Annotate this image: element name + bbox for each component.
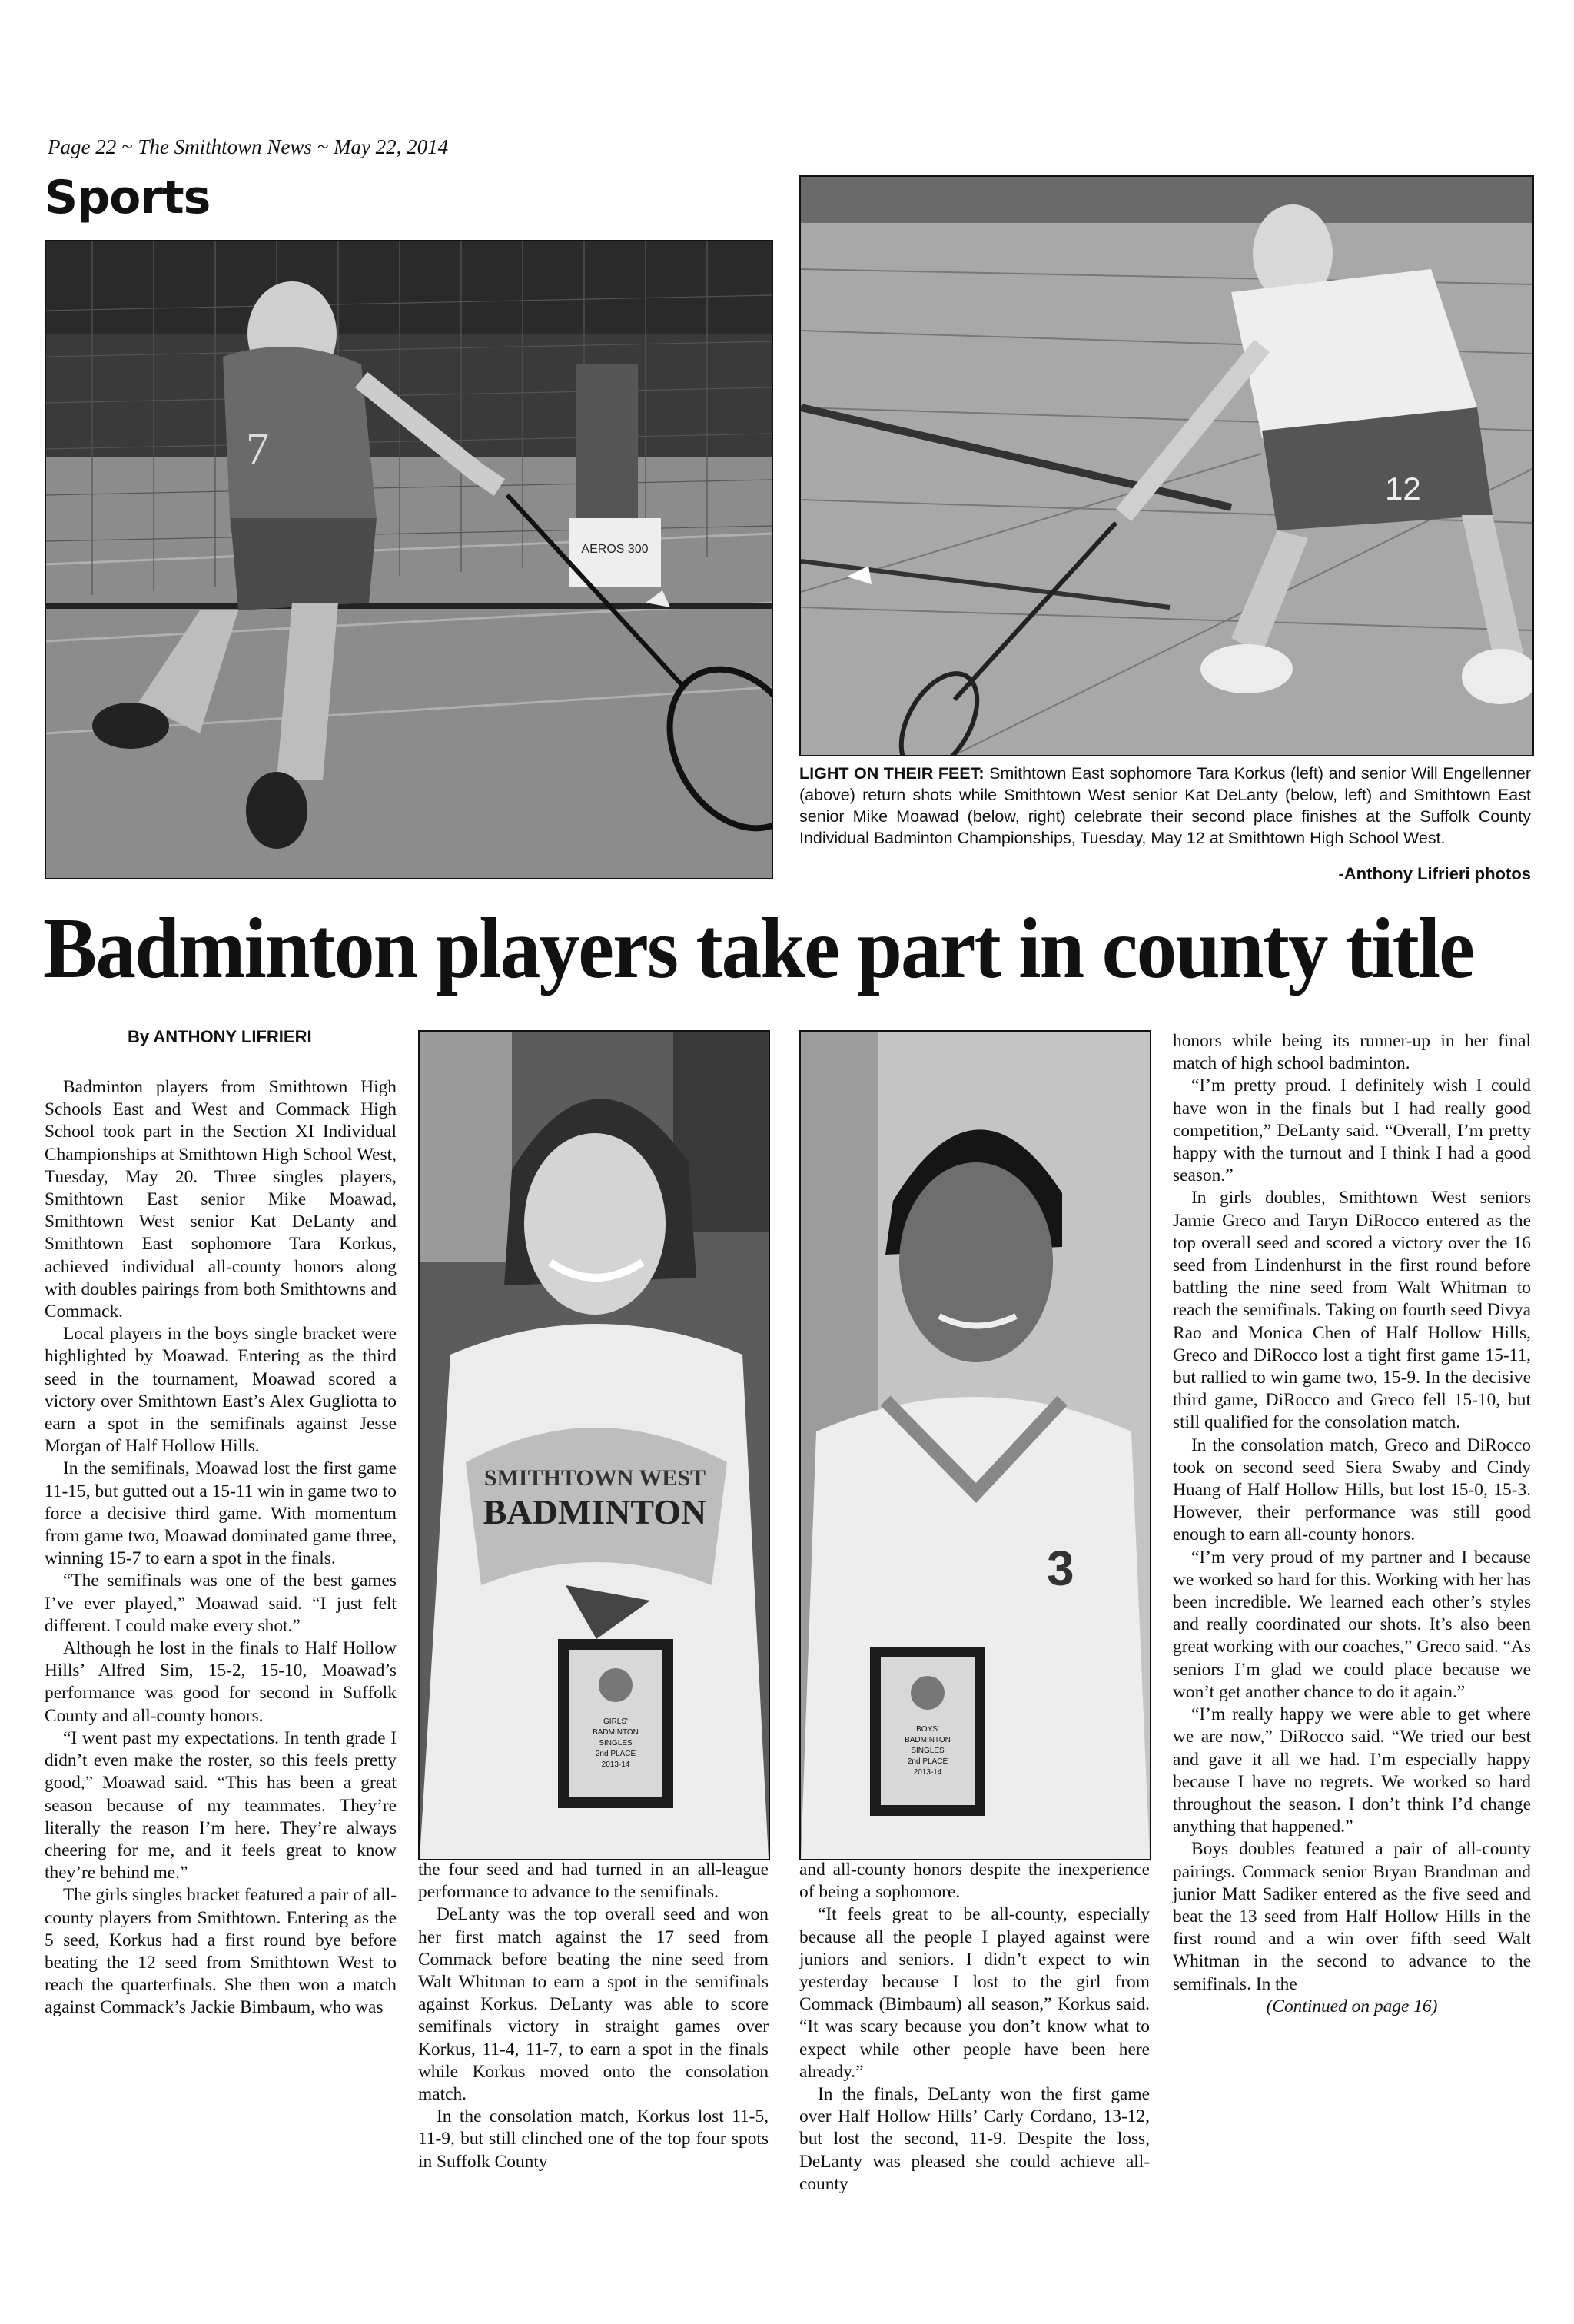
- caption-text: Smithtown East sophomore Tara Korkus (left) and senior Will Engellenner (above) return shots while Smithtown West senior Kat DeLanty (below, left) and Smithtown East senior Mike Moawad (below, right) celebrate their second place finishes at the Suffolk County Individual Badminton Championships, Tuesday, May 12 at Smithtown High School West.: [799, 764, 1531, 847]
- paragraph: Local players in the boys single bracket were highlighted by Moawad. Entering as the third seed in the tournament, Moawad scored a victory over Smithtown East’s Alex Gugliotta to earn a spot in the semifinals against Jesse Morgan of Half Hollow Hills.: [45, 1324, 397, 1457]
- paragraph: “I’m really happy we were able to get where we are now,” DiRocco said. “We tried our best and gave it all we had. I’m especially happy because I have no regrets. We worked so hard throughout the season. I don’t think I’d change anything that happened.”: [1173, 1704, 1531, 1837]
- jersey-number-left: 7: [246, 424, 269, 474]
- paragraph: The girls singles bracket featured a pair of all-county players from Smithtown. Entering as the 5 seed, Korkus had a first round bye before beating the 12 seed from Smithtown West to reach the quarterfinals. She then won a match against Commack’s Jackie Bimbaum, who was: [45, 1885, 397, 2018]
- section-title: Sports: [45, 171, 211, 224]
- photo-credit: -Anthony Lifrieri photos: [1338, 864, 1531, 883]
- svg-text:AEROS 300: AEROS 300: [581, 543, 649, 556]
- plaque-boys-l1: BOYS': [916, 1725, 939, 1734]
- paragraph: “The semifinals was one of the best games I’ve ever played,” Moawad said. “I just felt different. I could make every shot.”: [45, 1571, 397, 1636]
- article-column-1: [45, 1076, 397, 2020]
- byline: By ANTHONY LIFRIERI: [128, 1027, 312, 1046]
- headline: Badminton players take part in county title: [43, 901, 1474, 996]
- paragraph: “I’m very proud of my partner and I because we worked so hard for this. Working with her has been incredible. We learned each other’s styles and really coordinated our shots. It’s also been great working with our coaches,” Greco said. “As seniors I’m glad we could place because we won’t get another chance to do it again.”: [1173, 1547, 1531, 1702]
- photo-korkus: [45, 240, 773, 879]
- shirt-text-1: SMITHTOWN WEST: [483, 1465, 706, 1491]
- paragraph: “It feels great to be all-county, especially because all the people I played against were juniors and seniors. I didn’t expect to win yesterday because I lost to the girl from Commack (Bimbaum) all season,” Korkus said. “It was scary because you don’t know what to expect while other people have been here already.”: [799, 1904, 1150, 2082]
- plaque-boys-l2: BADMINTON: [905, 1736, 951, 1744]
- plaque-boys-l3: SINGLES: [911, 1747, 945, 1755]
- paragraph: In the consolation match, Greco and DiRocco took on second seed Siera Swaby and Cindy Huang of Half Hollow Hills, but lost 15-0, 15-3. However, their performance was still good enough to earn all-county honors.: [1173, 1435, 1531, 1545]
- photo-delanty: [418, 1030, 770, 1860]
- paragraph: In the finals, DeLanty won the first game over Half Hollow Hills’ Carly Cordano, 13-12, but lost the second, 11-9. Despite the loss, DeLanty was pleased she could achieve all-county: [799, 2084, 1150, 2194]
- paragraph: Boys doubles featured a pair of all-county pairings. Commack senior Bryan Brandman and junior Matt Sadiker entered as the five seed and beat the 13 seed from Half Hollow Hills in the first round and a win over fifth seed Walt Whitman in the second to advance to the semifinals. In the: [1173, 1839, 1531, 1994]
- jersey-number-top: 12: [1385, 470, 1421, 507]
- plaque-boys-l5: 2013-14: [913, 1768, 942, 1777]
- caption-lead: LIGHT ON THEIR FEET:: [799, 764, 985, 783]
- plaque-girls-l1: GIRLS': [603, 1717, 628, 1726]
- continued-note: (Continued on page 16): [1266, 1996, 1438, 2016]
- paragraph: “I’m pretty proud. I definitely wish I could have won in the finals but I had really good competition,” DeLanty said. “Overall, I’m pretty happy with the turnout and I think I had a good season.”: [1173, 1076, 1531, 1186]
- photo-caption: [799, 763, 1531, 849]
- paragraph: Badminton players from Smithtown High Schools East and West and Commack High School took part in the Section XI Individual Championships at Smithtown High School West, Tuesday, May 20. Three singles players, Smithtown East senior Mike Moawad, Smithtown West senior Kat DeLanty and Smithtown East sophomore Tara Korkus, achieved individual all-county honors along with doubles pairings from both Smithtowns and Commack.: [45, 1077, 397, 1322]
- jersey-number-boys: 3: [1047, 1541, 1074, 1596]
- article-column-2: [418, 1859, 769, 2173]
- paragraph: In girls doubles, Smithtown West seniors Jamie Greco and Taryn DiRocco entered as the top overall seed and scored a victory over the 16 seed from Lindenhurst in the first round before battling the nine seed from Walt Whitman to reach the semifinals. Taking on fourth seed Divya Rao and Monica Chen of Half Hollow Hills, Greco and DiRocco lost a tight first game 15-11, but rallied to win game two, 15-9. In the decisive third game, DiRocco and Greco fell 15-10, but still qualified for the consolation match.: [1173, 1188, 1531, 1433]
- paragraph: In the consolation match, Korkus lost 11-5, 11-9, but still clinched one of the top four spots in Suffolk County: [418, 2106, 769, 2172]
- article-column-4: [1173, 1030, 1531, 2018]
- shirt-text-2: BADMINTON: [483, 1492, 707, 1531]
- page-folio: Page 22 ~ The Smithtown News ~ May 22, 2014: [48, 135, 449, 158]
- paragraph: and all-county honors despite the inexperience of being a sophomore.: [799, 1860, 1150, 1903]
- paragraph: the four seed and had turned in an all-league performance to advance to the semifinals.: [418, 1860, 769, 1903]
- article-column-3: [799, 1859, 1150, 2196]
- photo-moawad: [799, 1030, 1151, 1860]
- plaque-girls-l3: SINGLES: [599, 1739, 633, 1747]
- photo-engellenner: [799, 175, 1534, 756]
- paragraph: DeLanty was the top overall seed and won her first match against the 17 seed from Commack before beating the nine seed from Walt Whitman to earn a spot in the semifinals against Korkus. DeLanty was able to score semifinals victory in straight games over Korkus, 11-4, 11-7, to earn a spot in the finals while Korkus moved onto the consolation match.: [418, 1904, 769, 2105]
- paragraph: honors while being its runner-up in her final match of high school badminton.: [1173, 1031, 1531, 1074]
- paragraph: “I went past my expectations. In tenth grade I didn’t even make the roster, so this feels pretty good,” Moawad said. “This has been a great season because of my teammates. They’re literally the reason I’m here. They’re always cheering for me, and it feels great to know they’re behind me.”: [45, 1727, 397, 1883]
- paragraph: In the semifinals, Moawad lost the first game 11-15, but gutted out a 15-11 win in game two to force a decisive third game. With momentum from game two, Moawad dominated game three, winning 15-7 to earn a spot in the finals.: [45, 1458, 397, 1569]
- plaque-girls-l4: 2nd PLACE: [595, 1750, 636, 1758]
- plaque-boys-l4: 2nd PLACE: [907, 1757, 948, 1766]
- paragraph: Although he lost in the finals to Half Hollow Hills’ Alfred Sim, 15-2, 15-10, Moawad’s performance was good for second in Suffolk County and all-county honors.: [45, 1638, 397, 1726]
- plaque-girls-l2: BADMINTON: [593, 1728, 639, 1737]
- plaque-girls-l5: 2013-14: [601, 1760, 630, 1769]
